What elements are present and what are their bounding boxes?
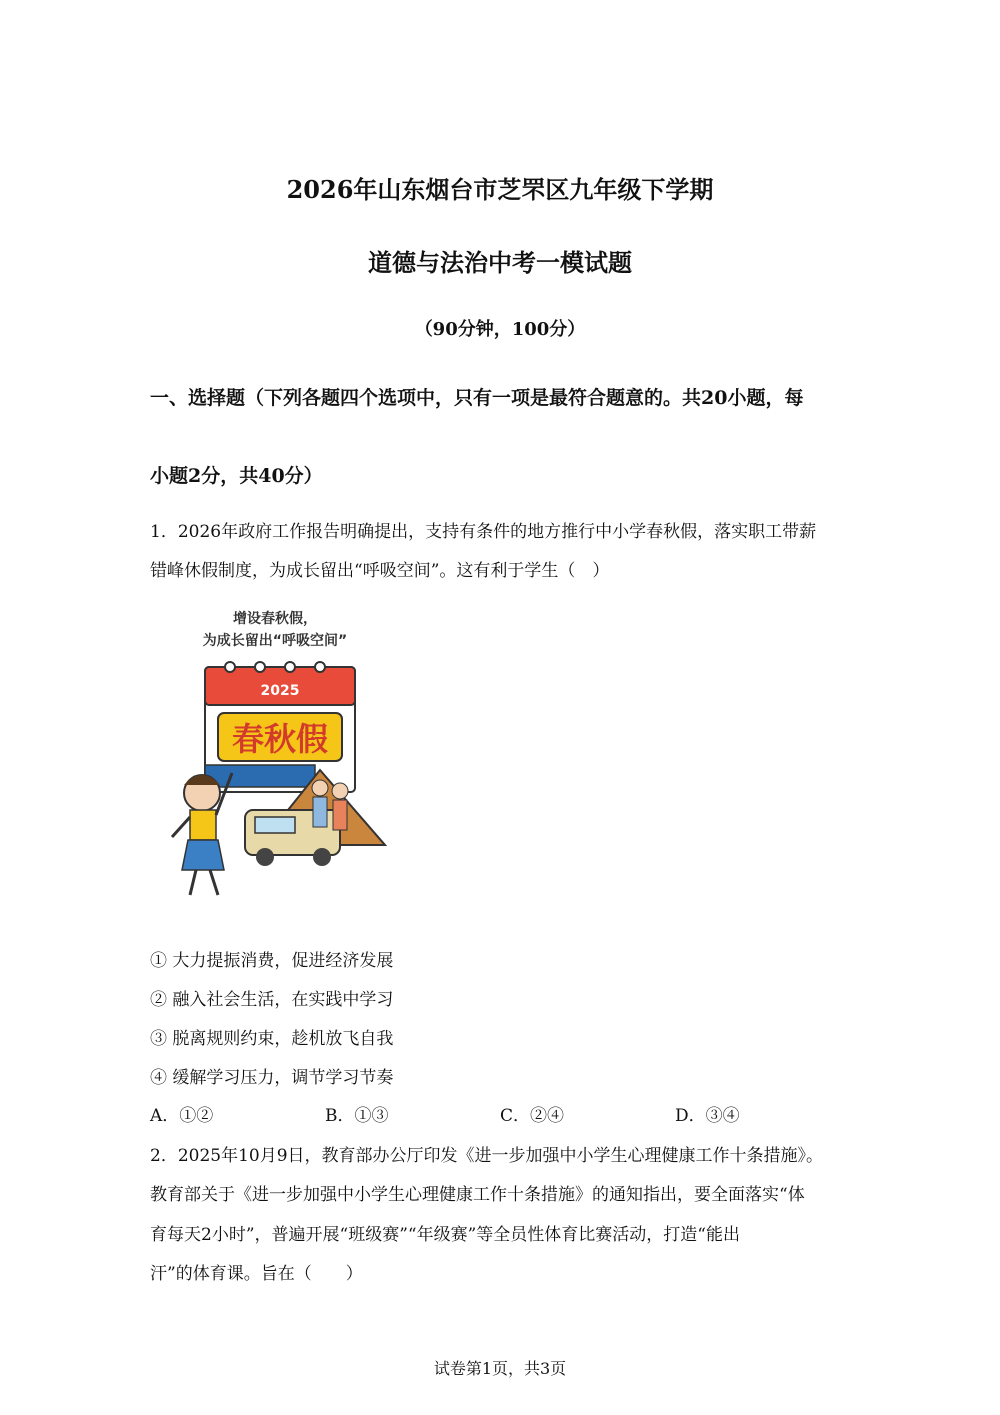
answer-options — [150, 1101, 740, 1126]
statement-3: ③ 脱离规则约束，趁机放飞自我 — [150, 1029, 394, 1049]
section-heading-line1: 一、选择题（下列各题四个选项中，只有一项是最符合题意的。共20小题，每 — [150, 387, 804, 409]
spring-autumn-break-illustration — [160, 605, 390, 905]
calendar-year: 2025 — [260, 683, 300, 699]
question-1-line1: 1．2026年政府工作报告明确提出，支持有条件的地方推行中小学春秋假，落实职工带薪 — [150, 522, 817, 542]
option-a[interactable]: A．①② — [150, 1106, 214, 1126]
question-2-line2: 教育部关于《进一步加强中小学生心理健康工作十条措施》的通知指出，要全面落实“体 — [150, 1185, 805, 1205]
illustration-caption-line1: 增设春秋假， — [233, 611, 317, 627]
statement-4: ④ 缓解学习压力，调节学习节奏 — [150, 1068, 394, 1088]
page-subtitle: （90分钟，100分） — [414, 319, 586, 340]
calendar-graphic — [205, 662, 355, 792]
page-title-line1: 2026年山东烟台市芝罘区九年级下学期 — [286, 175, 714, 204]
statement-2: ② 融入社会生活，在实践中学习 — [150, 990, 394, 1010]
option-c[interactable]: C．②④ — [500, 1106, 565, 1126]
illustration-caption-line2: 为成长留出“呼吸空间” — [202, 633, 348, 649]
section-heading-line2: 小题2分，共40分） — [150, 465, 323, 487]
question-2-line3: 育每天2小时”，普遍开展“班级赛”“年级赛”等全员性体育比赛活动，打造“能出 — [150, 1225, 740, 1245]
calendar-text: 春秋假 — [231, 720, 329, 758]
option-d[interactable]: D．③④ — [675, 1106, 740, 1126]
page-footer: 试卷第1页，共3页 — [433, 1359, 567, 1378]
question-2-line1: 2．2025年10月9日，教育部办公厅印发《进一步加强中小学生心理健康工作十条措施》。 — [150, 1146, 824, 1166]
page-title-line2: 道德与法治中考一模试题 — [368, 248, 632, 277]
option-b[interactable]: B．①③ — [325, 1106, 389, 1126]
question-2-line4: 汗”的体育课。旨在（ ） — [150, 1264, 363, 1284]
statement-1: ① 大力提振消费，促进经济发展 — [150, 951, 394, 971]
question-1-line2: 错峰休假制度，为成长留出“呼吸空间”。这有利于学生（ ） — [150, 561, 610, 581]
